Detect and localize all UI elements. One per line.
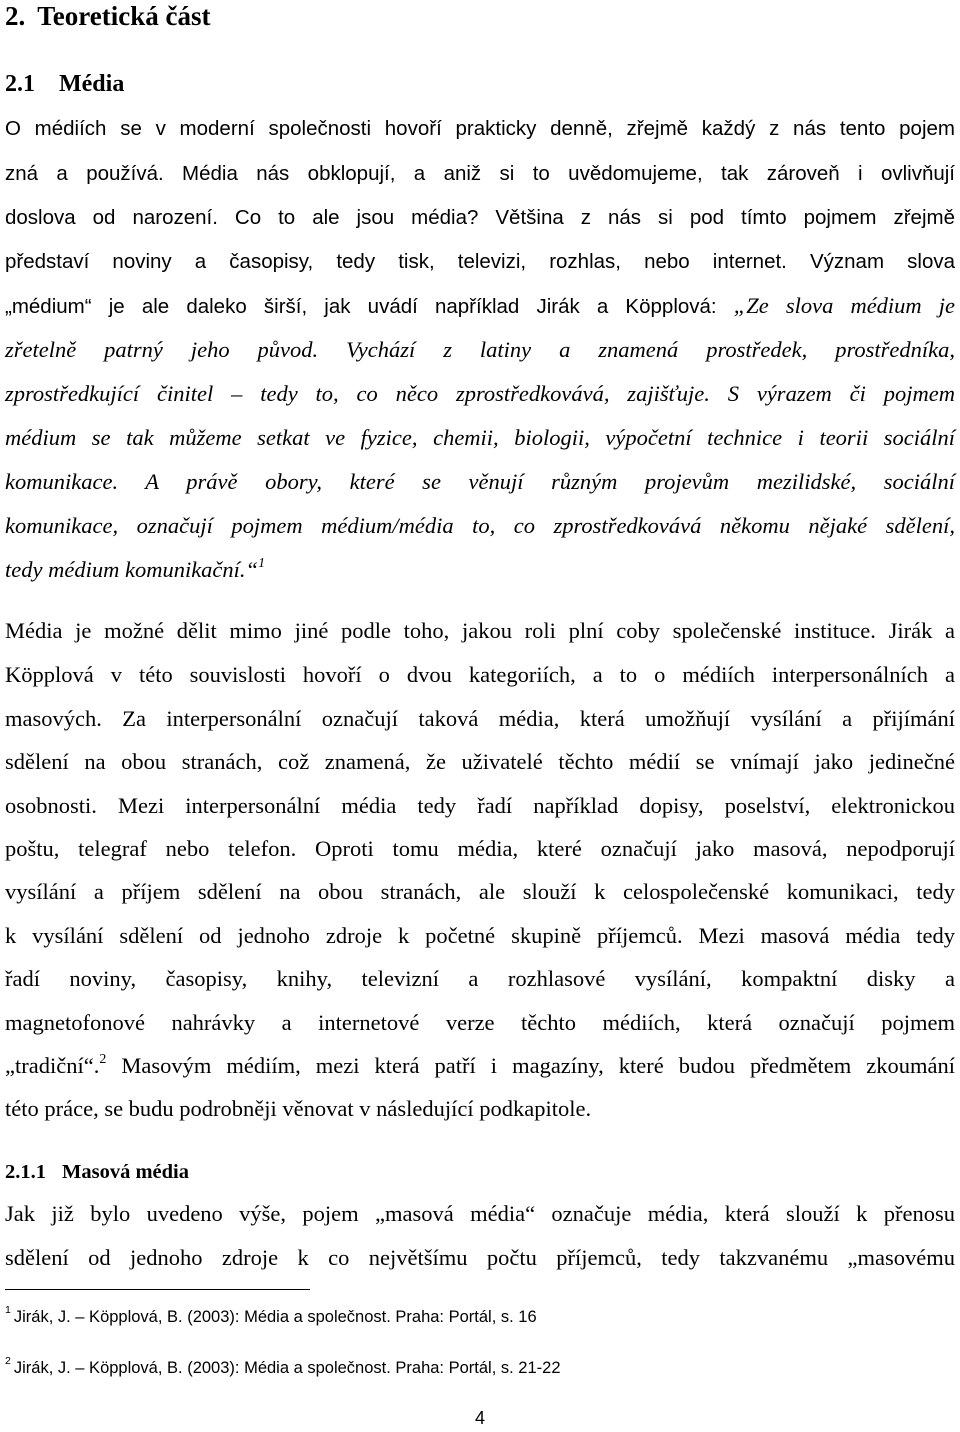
paragraph-line: vysílání a příjem sdělení na obou stranách, ale slouží k celospolečenské komunikaci, tedy — [5, 879, 955, 904]
footnote-reference: 2 — [99, 1051, 107, 1067]
footnote-separator — [5, 1289, 310, 1290]
paragraph-line: představí noviny a časopisy, tedy tisk, televizi, rozhlas, nebo internet. Význam slova — [5, 250, 955, 273]
paragraph-line: O médiích se v moderní společnosti hovoří prakticky denně, zřejmě každý z nás tento pojem — [5, 117, 955, 140]
section-number: 2.1 — [5, 71, 35, 97]
paragraph-line: Jak již bylo uvedeno výše, pojem „masová média“ označuje média, která slouží k přenosu — [5, 1201, 955, 1226]
subsection-number: 2.1.1 — [5, 1161, 46, 1183]
footnote-mark: 2 — [5, 1354, 11, 1367]
section-title: Média — [59, 71, 125, 97]
quote-line — [5, 555, 955, 585]
quote-line: zřetelně patrný jeho původ. Vychází z latiny a znamená prostředek, prostředníka, — [5, 337, 955, 362]
chapter-heading — [5, 0, 210, 32]
paragraph-line: poštu, telegraf nebo telefon. Oproti tomu média, které označují jako masová, nepodporují — [5, 836, 955, 861]
chapter-number: 2. — [5, 1, 26, 31]
footnote — [5, 1354, 561, 1379]
paragraph-text: Masovým médiím, mezi která patří i magazíny, které budou předmětem zkoumání — [106, 1053, 955, 1078]
quote-line: zprostředkující činitel – tedy to, co něco zprostředkovává, zajišťuje. S výrazem či pojmem — [5, 381, 955, 406]
paragraph-line: Köpplová v této souvislosti hovoří o dvou kategoriích, a to o médiích interpersonálních a — [5, 662, 955, 687]
footnote — [5, 1303, 537, 1328]
paragraph-line: doslova od narození. Co to ale jsou média? Většina z nás si pod tímto pojmem zřejmě — [5, 206, 955, 229]
chapter-title: Teoretická část — [37, 1, 211, 31]
quote-text: „Ze slova médium je — [733, 293, 956, 318]
paragraph-line: řadí noviny, časopisy, knihy, televizní a rozhlasové vysílání, kompaktní disky a — [5, 966, 955, 991]
paragraph-line: Média je možné dělit mimo jiné podle toho, jakou roli plní coby společenské instituce. Jirák a — [5, 618, 955, 643]
footnote-text: Jirák, J. – Köpplová, B. (2003): Média a společnost. Praha: Portál, s. 16 — [13, 1308, 537, 1326]
quote-line: médium se tak můžeme setkat ve fyzice, chemii, biologii, výpočetní technice i teorii sociální — [5, 425, 955, 450]
footnote-reference: 1 — [258, 555, 266, 571]
paragraph-line: sdělení na obou stranách, což znamená, že uživatelé těchto médií se vnímají jako jedinečné — [5, 749, 955, 774]
quote-line: komunikace, označují pojmem médium/média to, co zprostředkovává někomu nějaké sdělení, — [5, 513, 955, 538]
section-heading — [5, 69, 124, 99]
footnote-text: Jirák, J. – Köpplová, B. (2003): Média a společnost. Praha: Portál, s. 21-22 — [13, 1359, 561, 1377]
paragraph-line — [5, 1051, 955, 1081]
paragraph-line: masových. Za interpersonální označují taková média, která umožňují vysílání a přijímání — [5, 706, 955, 731]
paragraph-line: osobnosti. Mezi interpersonální média tedy řadí například dopisy, poselství, elektronickou — [5, 793, 955, 818]
quote-line: komunikace. A právě obory, které se věnují různým projevům mezilidské, sociální — [5, 469, 955, 494]
footnote-mark: 1 — [5, 1303, 11, 1316]
quote-text: tedy médium komunikační.“ — [5, 557, 259, 582]
paragraph-text: „tradiční“. — [5, 1053, 100, 1078]
paragraph-line: této práce, se budu podrobněji věnovat v následující podkapitole. — [5, 1096, 592, 1121]
paragraph-line: k vysílání sdělení od jednoho zdroje k početné skupině příjemců. Mezi masová média tedy — [5, 923, 955, 948]
paragraph-line — [5, 291, 955, 322]
paragraph-line: sdělení od jednoho zdroje k co největšímu počtu příjemců, tedy takzvanému „masovému — [5, 1245, 955, 1270]
paragraph-text: „médium“ je ale daleko širší, jak uvádí například Jirák a Köpplová: — [5, 295, 734, 318]
paragraph-line: zná a používá. Média nás obklopují, a aniž si to uvědomujeme, tak zároveň i ovlivňují — [5, 162, 955, 185]
page-number: 4 — [474, 1408, 485, 1428]
paragraph-line: magnetofonové nahrávky a internetové verze těchto médiích, která označují pojmem — [5, 1010, 955, 1035]
subsection-heading — [5, 1158, 189, 1186]
subsection-title: Masová média — [62, 1161, 189, 1183]
